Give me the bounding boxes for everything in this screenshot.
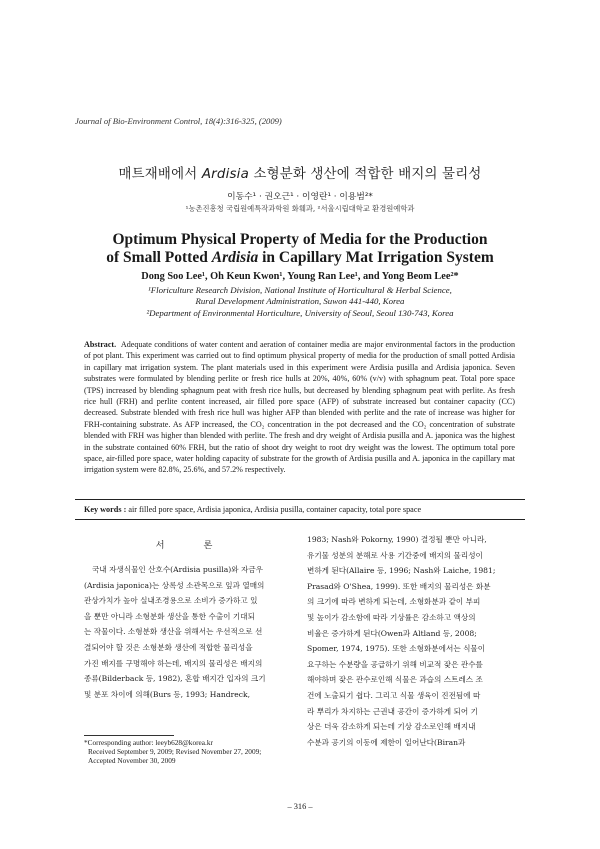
page-number: – 316 – (287, 802, 313, 811)
keywords-text: air filled pore space, Ardisia japonica, Ardisia pusilla, container capacity, total pore space (128, 505, 422, 514)
body-line: 유기물 성분의 분해로 사용 기간중에 배지의 물리성이 (307, 550, 483, 560)
body-line: 의 크기에 따라 변하게 되는데, 소형화분과 같이 부피 (307, 597, 481, 607)
english-title-line2-pre: of Small Potted (106, 249, 212, 266)
abstract (84, 339, 515, 476)
body-column-left (84, 562, 302, 702)
english-affiliation-line: ²Department of Environmental Horticulture, University of Seoul, Seoul 130-743, Korea (146, 307, 454, 318)
body-line: Prasad와 O'Shea, 1999). 또한 배지의 물리성은 화분 (307, 581, 491, 591)
body-line: 변하게 된다(Allaire 등, 1996; Nash와 Laiche, 1981; (307, 566, 496, 576)
english-affiliation-line: ¹Floriculture Research Division, National Institute of Horticultural & Herbal Science, (148, 285, 452, 295)
section-heading: 서 론 (155, 540, 231, 551)
body-line: 국내 자생식물인 산호수(Ardisia pusilla)와 자금우 (92, 565, 263, 574)
english-title-line2 (0, 249, 600, 267)
korean-affiliations: ¹농촌진흥청 국립원예특작과학원 화훼과, ²서울시립대학교 환경원예학과 (185, 204, 415, 213)
body-line: 는 작물이다. 소형분화 생산을 위해서는 우선적으로 선 (84, 627, 263, 637)
body-line: 수분과 공기의 이동에 제한이 일어난다(Biran과 (307, 737, 466, 747)
body-column-right (307, 532, 525, 750)
english-title (0, 231, 600, 267)
body-line: 종류(Bilderback 등, 1982), 혼합 배지간 입자의 크기 (84, 674, 266, 684)
korean-authors: 이동수¹ · 권오근¹ · 이영란¹ · 이용범²* (227, 192, 373, 202)
english-title-line1: Optimum Physical Property of Media for the Production (112, 231, 488, 248)
english-title-line2-italic: Ardisia (211, 249, 259, 266)
korean-title (0, 163, 600, 182)
english-authors: Dong Soo Lee¹, Oh Keun Kwon¹, Young Ran Lee¹, and Yong Beom Lee²* (141, 271, 459, 282)
body-line: 을 뿐만 아니라 소형분화 생산을 통한 수출이 기대되 (84, 611, 255, 621)
korean-title-italic: Ardisia (201, 167, 250, 182)
body-line: 가진 배지를 구명해야 하는데, 배지의 물리성은 배지의 (84, 658, 263, 668)
journal-citation: Journal of Bio-Environment Control, 18(4):316-325, (2009) (75, 116, 282, 126)
body-line: 상은 더욱 감소하게 되는데 기상 감소로인해 배지내 (307, 722, 476, 732)
footnote (84, 738, 304, 766)
body-line: 건에 노출되기 쉽다. 그리고 식물 생육이 진전됨에 따 (307, 690, 481, 700)
keywords-top-rule (75, 499, 525, 500)
english-affiliations (0, 285, 600, 319)
footnote-line: *Corresponding author: leeyb628@korea.kr (84, 738, 213, 747)
body-line: 및 분포 차이에 의해(Burs 등, 1993; Handreck, (84, 689, 251, 699)
body-line: (Ardisia japonica)는 상록성 소관목으로 잎과 열매의 (84, 580, 265, 590)
body-line: 해야하며 잦은 관수로인해 식물은 과습의 스트레스 조 (307, 675, 483, 685)
english-affiliation-line: Rural Development Administration, Suwon 441-440, Korea (195, 296, 405, 307)
abstract-text: Adequate conditions of water content and aeration of container media are major environmental factors in the production of pot plant. This experiment was carried out to find optimum physical property of media for the production of small potted Ardisia in capillary mat irrigation system. The plant materials used in this experiment were Ardisia pusilla and Ardisia japonica. Seven substrates were formulated by blending perlite or fresh rice hulls at 20%, 40%, 60% (v/v) with sphagnum peat. Total pore space (TPS) increased by blending sphagnum peat with fresh rice hulls, but decreased by blending sphagnum peat with perlite. As fresh rice hull (FRH) and perlite content increased, air filled pore space (AFP) of substrate increased but container capacity (CC) decreased. Substrate blended with fresh rice hull was higher AFP than blended with perlite and the rate of increase was higher for FRH-containing substrate. As AFP increased, the CO₂ concentration in the pot decreased and the CO₂ concentration of substrate blended with FRH was higher than blended with perlite. The fresh and dry weight of Ardisia pusilla and A. japonica was the highest in the substrate contained 60% FRH, but the ratio of shoot dry weight to root dry weight was the lowest. The optimum total pore space, air-filled pore space, water holding capacity of substrate for the growth of Ardisia pusilla and A. japonica in the capillary mat irrigation system were 82.8%, 25.6%, and 57.2% respectively. (84, 340, 515, 475)
korean-title-pre: 매트재배에서 (118, 167, 202, 182)
keywords-bottom-rule (75, 519, 525, 520)
english-title-line2-post: in Capillary Mat Irrigation System (258, 249, 494, 266)
footnote-rule (84, 735, 174, 736)
body-line: Spomer, 1974, 1975). 또한 소형화분에서는 식물이 (307, 644, 486, 654)
footnote-line: Received September 9, 2009; Revised November 27, 2009; (88, 747, 262, 757)
korean-title-post: 소형분화 생산에 적합한 배지의 물리성 (249, 167, 482, 182)
body-line: 비율은 증가하게 된다(Owen과 Altland 등, 2008; (307, 628, 477, 638)
abstract-label: Abstract. (84, 340, 117, 349)
body-line: 라 뿌리가 차지하는 근권내 공간이 증가하게 되어 기 (307, 706, 478, 716)
keywords (84, 505, 524, 514)
body-line: 요구하는 수분량을 공급하기 위해 비교적 잦은 관수를 (307, 659, 483, 669)
body-line: 결되어야 할 것은 소형분화 생산에 적합한 물리성을 (84, 642, 253, 652)
footnote-line: Accepted November 30, 2009 (88, 756, 176, 766)
body-line: 관상가치가 높아 실내조경용으로 소비가 증가하고 있 (84, 596, 258, 606)
keywords-label: Key words : (84, 505, 127, 514)
body-line: 및 높이가 감소함에 따라 기상률은 감소하고 액상의 (307, 612, 476, 622)
body-line: 1983; Nash와 Pokorny, 1990) 결정될 뿐만 아니라, (307, 535, 487, 544)
